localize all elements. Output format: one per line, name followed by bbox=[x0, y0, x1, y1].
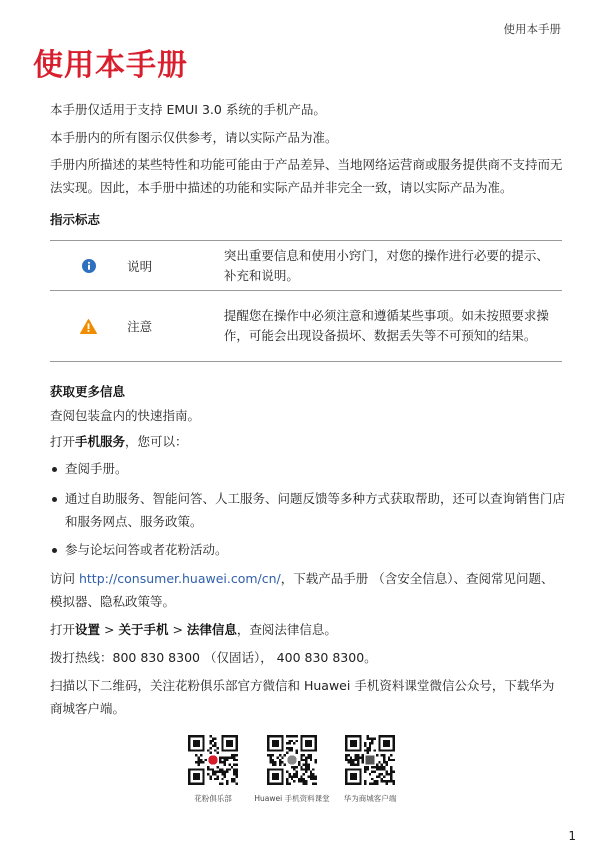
indicator-label: 说明 bbox=[127, 258, 153, 274]
list-item: 通过自助服务、智能问答、人工服务、问题反馈等多种方式获取帮助，还可以查询销售门店和服务网点、服务政策。 bbox=[50, 487, 565, 533]
more-info-heading: 获取更多信息 bbox=[50, 384, 126, 399]
intro-paragraph: 本手册内的所有图示仅供参考，请以实际产品为准。 bbox=[50, 130, 338, 145]
intro-paragraph: 手册内所描述的某些特性和功能可能由于产品差异、当地网络运营商或服务提供商不支持而无法实现。因此，本手册中描述的功能和实际产品并非完全一致，请以实际产品为准。 bbox=[50, 157, 563, 195]
scan-paragraph: 扫描以下二维码，关注花粉俱乐部官方微信和 Huawei 手机资料课堂微信公众号，下载华为商城客户端。 bbox=[50, 678, 555, 716]
info-icon bbox=[82, 259, 96, 273]
qr-block-classroom bbox=[252, 735, 332, 804]
list-item: 查阅手册。 bbox=[50, 457, 565, 480]
qr-code-vmall bbox=[345, 735, 395, 785]
running-header: 使用本手册 bbox=[503, 22, 561, 36]
bullet-icon bbox=[52, 497, 57, 502]
indicator-description: 提醒您在操作中必须注意和遵循某些事项。如未按照要求操作，可能会出现设备损坏、数据丢失等不可预知的结果。 bbox=[223, 308, 549, 343]
bullet-icon bbox=[52, 467, 57, 472]
qr-block-vmall bbox=[330, 735, 410, 804]
open-service-paragraph: 打开手机服务，您可以： bbox=[50, 434, 188, 449]
indicator-table bbox=[50, 240, 562, 362]
visit-paragraph: 访问 http://consumer.huawei.com/cn/，下载产品手册 （含安全信息）、查阅常见问题、模拟器、隐私政策等。 bbox=[50, 571, 554, 609]
indicators-heading: 指示标志 bbox=[50, 212, 101, 227]
indicator-label: 注意 bbox=[127, 319, 153, 334]
vmall-icon bbox=[365, 755, 374, 764]
qr-caption: Huawei 手机资料课堂 bbox=[254, 794, 330, 803]
indicator-row-note bbox=[50, 241, 562, 291]
indicator-row-caution bbox=[50, 291, 562, 362]
service-app-name: 手机服务 bbox=[75, 434, 126, 449]
qr-code-club bbox=[188, 735, 238, 785]
list-item: 参与论坛问答或者花粉活动。 bbox=[50, 538, 565, 561]
bullet-icon bbox=[52, 548, 57, 553]
consumer-website-link[interactable]: http://consumer.huawei.com/cn/ bbox=[78, 571, 281, 586]
indicator-description: 突出重要信息和使用小窍门，对您的操作进行必要的提示、补充和说明。 bbox=[223, 247, 549, 283]
intro-paragraph: 本手册仅适用于支持 EMUI 3.0 系统的手机产品。 bbox=[50, 102, 326, 117]
wechat-icon bbox=[287, 755, 297, 765]
huawei-logo-icon bbox=[208, 755, 218, 765]
more-info-paragraph: 查阅包装盒内的快速指南。 bbox=[50, 408, 201, 423]
settings-path-paragraph: 打开设置 > 关于手机 > 法律信息，查阅法律信息。 bbox=[50, 622, 337, 637]
qr-caption: 花粉俱乐部 bbox=[194, 794, 232, 803]
page-number: 1 bbox=[568, 829, 576, 843]
qr-block-club bbox=[173, 735, 253, 804]
hotline-paragraph: 拨打热线：800 830 8300 （仅固话）， 400 830 8300。 bbox=[50, 650, 377, 665]
qr-code-classroom bbox=[267, 735, 317, 785]
qr-caption: 华为商城客户端 bbox=[343, 794, 397, 803]
warning-icon bbox=[80, 319, 97, 334]
page-title: 使用本手册 bbox=[33, 48, 188, 83]
